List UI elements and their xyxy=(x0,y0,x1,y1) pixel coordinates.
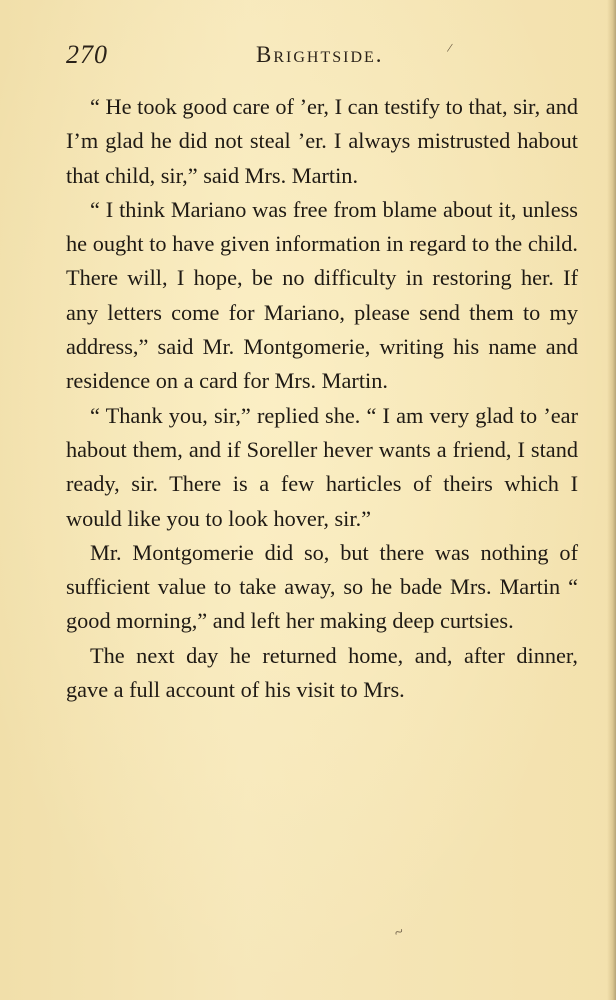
ink-mark-icon: / xyxy=(446,39,454,56)
page-edge-shadow xyxy=(607,0,616,1000)
ink-smudge-icon: ~ xyxy=(391,923,407,943)
paragraph-5: The next day he returned home, and, after dinner, gave a full account of his visit to Mrs. xyxy=(66,642,578,703)
paragraph-4: Mr. Montgomerie did so, but there was nothing of sufficient value to take away, so he bade Mrs. Martin “ good morning,” and left her making deep curtsies. xyxy=(66,539,578,634)
paragraph-3: “ Thank you, sir,” replied she. “ I am very glad to ’ear habout them, and if Soreller hever wants a friend, I stand ready, sir. There is a few harticles of theirs which I would like you to look hover, sir.” xyxy=(66,402,578,531)
paragraph-1: “ He took good care of ’er, I can testify to that, sir, and I’m glad he did not steal ’er. I always mistrusted habout that child, sir,” said Mrs. Martin. xyxy=(66,94,578,188)
running-head: Brightside. xyxy=(256,42,384,67)
page-header xyxy=(66,36,578,76)
page-number: 270 xyxy=(66,40,108,69)
body-text xyxy=(66,90,578,707)
paragraph-2: “ I think Mariano was free from blame about it, unless he ought to have given information in regard to the child. There will, I hope, be no difficulty in restoring her. If any letters come for Mariano, please send them to my address,” said Mr. Montgomerie, writing his name and residence on a card for Mrs. Martin. xyxy=(66,196,578,394)
